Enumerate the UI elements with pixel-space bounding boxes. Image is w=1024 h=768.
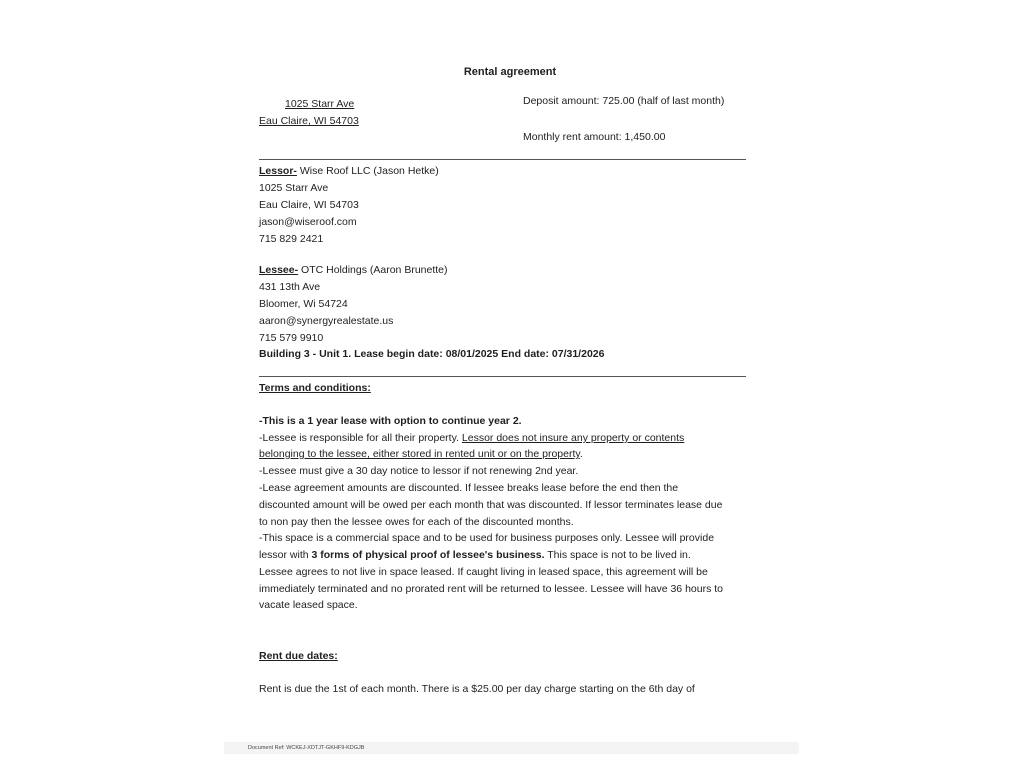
lessee-email: aaron@synergyrealestate.us [259,315,394,327]
lessor-phone: 715 829 2421 [259,233,324,245]
term-5-line3: Lessee agrees to not live in space leased. If caught living in leased space, this agreement will be [259,566,708,578]
term-5-line5: vacate leased space. [259,599,358,611]
term-4-line1: -Lease agreement amounts are discounted. If lessee breaks lease before the end then the [259,482,679,494]
deposit-amount: Deposit amount: 725.00 (half of last month) [523,95,725,107]
term-2-underlined: Lessor does not insure any property or contents [461,432,685,444]
term-5-line2 [259,549,691,562]
lessee-heading [259,264,448,277]
lessor-label: Lessor- [259,165,297,177]
rent-due-heading: Rent due dates: [259,650,338,662]
term-4-line2: discounted amount will be owed per each month that was discounted. If lessor terminates lease due [259,499,723,511]
term-5-line2-a: lessor with [259,549,312,561]
lessor-address2: Eau Claire, WI 54703 [259,199,359,211]
term-2-cont-underlined: belonging to the lessee, either stored in rented unit or on the property [259,448,580,460]
lessee-name: OTC Holdings (Aaron Brunette) [298,264,448,276]
terms-heading: Terms and conditions: [259,382,371,394]
lessee-phone: 715 579 9910 [259,332,324,344]
lessor-address1: 1025 Starr Ave [259,182,329,194]
lessor-email: jason@wiseroof.com [259,216,357,228]
property-address-line2: Eau Claire, WI 54703 [259,115,359,127]
term-5-line2-bold: 3 forms of physical proof of lessee's business. [311,549,545,561]
lessee-label: Lessee- [259,264,299,276]
lessor-name: Wise Roof LLC (Jason Hetke) [296,165,439,177]
term-3: -Lessee must give a 30 day notice to lessor if not renewing 2nd year. [259,465,579,477]
term-2-period: . [579,448,583,460]
divider [259,159,746,160]
term-4-line3: to non pay then the lessee owes for each of the discounted months. [259,516,574,528]
property-address-line1: 1025 Starr Ave [285,98,355,110]
term-2-cont [259,448,583,461]
divider [259,376,746,377]
rent-due-text: Rent is due the 1st of each month. There is a $25.00 per day charge starting on the 6th day of [259,683,695,695]
document-title: Rental agreement [463,66,557,78]
term-5-line1: -This space is a commercial space and to be used for business purposes only. Lessee will provide [259,532,715,544]
lessee-address1: 431 13th Ave [259,281,321,293]
term-1: -This is a 1 year lease with option to continue year 2. [259,415,522,427]
document-reference: Document Ref: WCKEJ-XDTJT-GKHF9-KDGJB [248,745,365,751]
term-5-line4: immediately terminated and no prorated rent will be returned to lessee. Lessee will have 36 hours to [259,583,724,595]
term-5-line2-c: This space is not to be lived in. [544,549,691,561]
lessor-heading [259,165,439,178]
term-2 [259,432,684,445]
term-2-text: -Lessee is responsible for all their property. [259,432,462,444]
lessee-address2: Bloomer, Wi 54724 [259,298,348,310]
monthly-rent-amount: Monthly rent amount: 1,450.00 [523,131,666,143]
unit-lease-dates: Building 3 - Unit 1. Lease begin date: 08/01/2025 End date: 07/31/2026 [259,348,605,360]
